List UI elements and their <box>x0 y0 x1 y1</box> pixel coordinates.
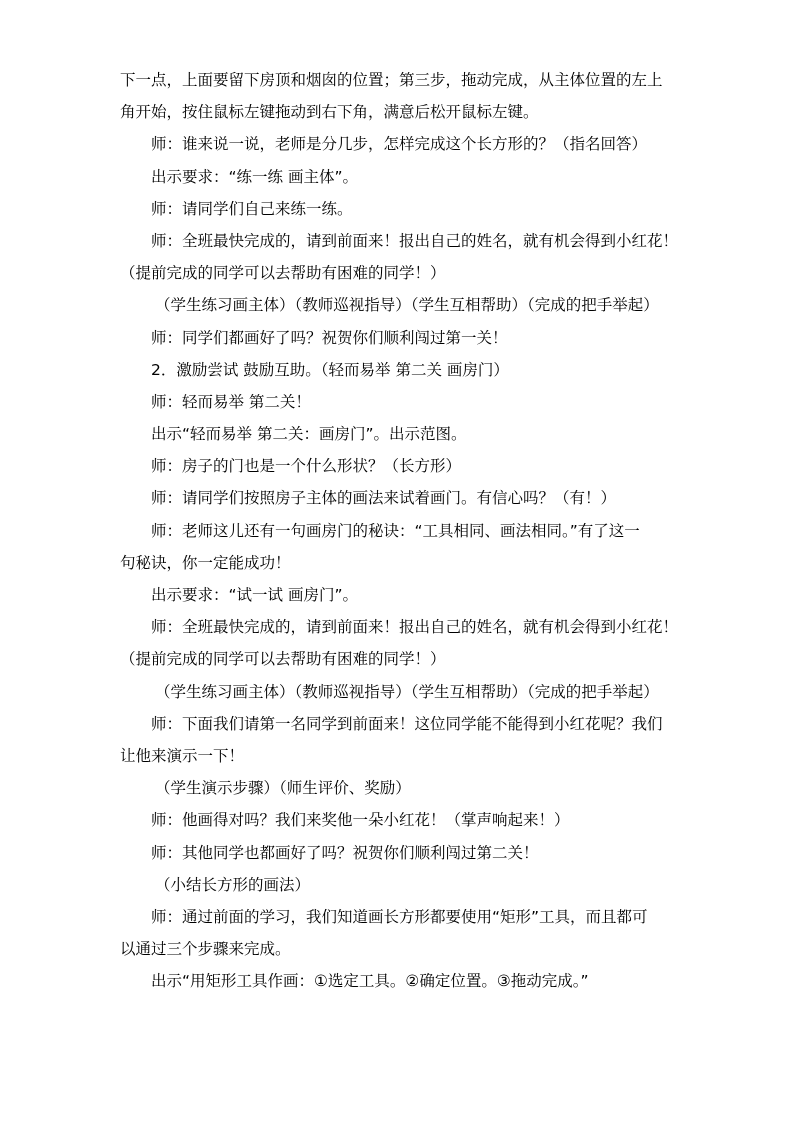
text-line: 让他来演示一下！ <box>120 746 245 765</box>
text-line: 以通过三个步骤来完成。 <box>120 940 291 959</box>
text-line: 2．激励尝试 鼓励互助。（轻而易举 第二关 画房门） <box>151 360 509 379</box>
text-line: （学生练习画主体）（教师巡视指导）（学生互相帮助）（完成的把手举起） <box>155 296 659 315</box>
text-line: 师：通过前面的学习，我们知道画长方形都要使用“矩形”工具，而且都可 <box>151 907 648 926</box>
text-line: 师：谁来说一说，老师是分几步，怎样完成这个长方形的？（指名回答） <box>151 135 648 154</box>
text-line: 师：他画得对吗？我们来奖他一朵小红花！（掌声响起来！） <box>151 811 570 830</box>
text-line: 师：下面我们请第一名同学到前面来！这位同学能不能得到小红花呢？我们 <box>151 714 663 733</box>
text-line: 师：全班最快完成的，请到前面来！报出自己的姓名，就有机会得到小红花！ <box>151 618 679 637</box>
document-body <box>120 64 679 997</box>
text-line: 角开始，按住鼠标左键拖动到右下角，满意后松开鼠标左键。 <box>120 103 539 122</box>
text-line: 出示“用矩形工具作画：①选定工具。②确定位置。③拖动完成。” <box>151 972 589 991</box>
text-line: 师：同学们都画好了吗？祝贺你们顺利闯过第一关！ <box>151 328 508 347</box>
text-line: 师：请同学们自己来练一练。 <box>151 199 353 218</box>
text-line: 出示“轻而易举 第二关：画房门”。出示范图。 <box>151 425 467 444</box>
text-line: 师：房子的门也是一个什么形状？（长方形） <box>151 457 462 476</box>
text-line: 师：请同学们按照房子主体的画法来试着画门。有信心吗？（有！） <box>151 489 617 508</box>
text-line: （提前完成的同学可以去帮助有困难的同学！） <box>120 650 446 669</box>
text-line: （学生演示步骤）（师生评价、奖励） <box>155 779 411 798</box>
text-line: （提前完成的同学可以去帮助有困难的同学！） <box>120 264 446 283</box>
text-line: （学生练习画主体）（教师巡视指导）（学生互相帮助）（完成的把手举起） <box>155 682 659 701</box>
text-line: 句秘诀，你一定能成功！ <box>120 553 291 572</box>
text-line: 师：轻而易举 第二关！ <box>151 392 311 411</box>
text-line: 出示要求：“试一试 画房门”。 <box>151 586 358 604</box>
text-line: 师：全班最快完成的，请到前面来！报出自己的姓名，就有机会得到小红花！ <box>151 231 679 250</box>
text-line: 出示要求：“练一练 画主体”。 <box>151 167 358 186</box>
text-line: （小结长方形的画法） <box>155 875 311 894</box>
text-line: 师：其他同学也都画好了吗？祝贺你们顺利闯过第二关！ <box>151 843 539 862</box>
text-line: 下一点，上面要留下房顶和烟囱的位置；第三步，拖动完成，从主体位置的左上 <box>120 71 663 89</box>
text-line: 师：老师这儿还有一句画房门的秘诀：“工具相同、画法相同。”有了这一 <box>151 521 640 540</box>
